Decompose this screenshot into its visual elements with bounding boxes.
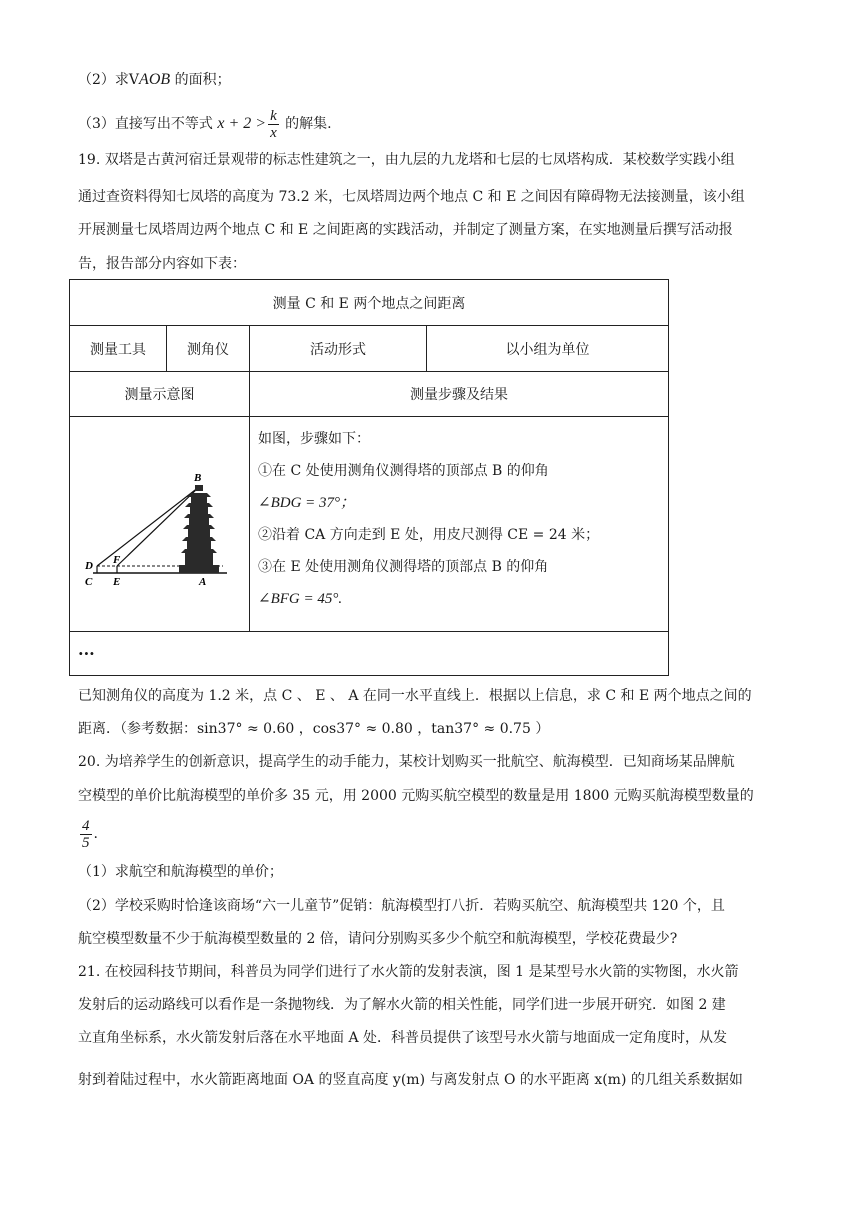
label-e: E (112, 576, 120, 588)
q18-part2-prefix: （2）求 (78, 72, 129, 88)
steps-label: 测量步骤及结果 (250, 372, 669, 417)
q21-line-1: 21. 在校园科技节期间，科普员为同学们进行了水火箭的发射表演，图 1 是某型号水火箭的实物图，水火箭 (78, 964, 739, 980)
diagram-label: 测量示意图 (70, 372, 250, 417)
q19-after-2: 距离．（参考数据：sin37° ≈ 0.60 ，cos37° ≈ 0.80 ，tan37° ≈ 0.75 ） (78, 721, 550, 737)
q20-part2-line-1: （2）学校采购时恰逢该商场“六一儿童节”促销：航海模型打八折．若购买航空、航海模型共 120 个，且 (78, 898, 725, 914)
q18-part3-fraction (268, 108, 279, 141)
q19-line-3: 开展测量七凤塔周边两个地点 C 和 E 之间距离的实践活动，并制定了测量方案，在实地测量后撰写活动报 (78, 222, 733, 238)
q19-line-4: 告，报告部分内容如下表： (78, 256, 246, 272)
tool-label: 测量工具 (70, 326, 167, 372)
label-d: D (84, 560, 93, 572)
measurement-report-table (69, 279, 669, 676)
step-1: ①在 C 处使用测角仪测得塔的顶部点 B 的仰角 (258, 463, 549, 479)
tool-value: 测角仪 (167, 326, 250, 372)
table-title: 测量 C 和 E 两个地点之间距离 (70, 280, 669, 326)
step-2: ②沿着 CA 方向走到 E 处，用皮尺测得 CE = 24 米； (258, 527, 600, 543)
q20-line-2: 空模型的单价比航海模型的单价多 35 元，用 2000 元购买航空模型的数量是用 1800 元购买航海模型数量的 (78, 788, 754, 804)
q18-part3-prefix: （3）直接写出不等式 (78, 116, 218, 132)
q19-after-1: 已知测角仪的高度为 1.2 米，点 C 、 E 、 A 在同一水平直线上．根据以上信息，求 C 和 E 两个地点之间的 (78, 688, 752, 704)
step-1-angle: ∠BDG = 37°； (258, 495, 356, 511)
form-label: 活动形式 (250, 326, 427, 372)
q20-fraction-line (78, 814, 98, 854)
measurement-diagram-cell (70, 417, 250, 632)
q18-part2 (78, 70, 231, 90)
q18-part3-math: x + 2 > (217, 115, 267, 132)
q20-fraction (80, 818, 92, 851)
step-3-angle: ∠BFG = 45°. (258, 591, 343, 607)
triangle-symbol: V (128, 72, 140, 88)
q20-fraction-suffix: . (93, 826, 98, 842)
q20-part1: （1）求航空和航海模型的单价； (78, 864, 283, 880)
form-value: 以小组为单位 (427, 326, 669, 372)
fraction-numerator: 4 (82, 817, 90, 834)
label-c: C (84, 576, 92, 588)
q21-line-3: 立直角坐标系，水火箭发射后落在水平地面 A 处．科普员提供了该型号水火箭与地面成一定角度时，从发 (78, 1030, 728, 1046)
q20-line-1: 20. 为培养学生的创新意识，提高学生的动手能力，某校计划购买一批航空、航海模型．已知商场某品牌航 (78, 754, 735, 770)
steps-cell (250, 417, 669, 632)
q19-line-1: 19. 双塔是古黄河宿迁景观带的标志性建筑之一，由九层的九龙塔和七层的七凤塔构成．某校数学实践小组 (78, 152, 735, 168)
step-intro: 如图，步骤如下： (258, 431, 370, 447)
q18-part2-math: AOB (139, 71, 171, 88)
q18-part3-suffix: 的解集. (280, 116, 332, 132)
label-a: A (198, 576, 206, 588)
fraction-denominator: x (270, 124, 277, 141)
q21-line-4: 射到着陆过程中，水火箭距离地面 OA 的竖直高度 y(m) 与离发射点 O 的水平距离 x(m) 的几组关系数据如 (78, 1072, 743, 1088)
step-3: ③在 E 处使用测角仪测得塔的顶部点 B 的仰角 (258, 559, 549, 575)
fraction-numerator: k (270, 107, 277, 124)
label-f: F (112, 554, 120, 566)
tower-measurement-diagram (75, 447, 245, 597)
q21-line-2: 发射后的运动路线可以看作是一条抛物线．为了解水火箭的相关性能，同学们进一步展开研究．如图 2 建 (78, 997, 726, 1013)
q18-part3 (78, 104, 332, 144)
q20-part2-line-2: 航空模型数量不少于航海模型数量的 2 倍，请问分别购买多少个航空和航海模型，学校花费最少? (78, 931, 678, 947)
table-ellipsis: ··· (70, 632, 669, 676)
q18-part2-suffix: 的面积； (170, 72, 231, 88)
label-b: B (193, 472, 201, 484)
fraction-denominator: 5 (82, 834, 90, 851)
q19-line-2: 通过查资料得知七凤塔的高度为 73.2 米，七凤塔周边两个地点 C 和 E 之间因有障碍物无法接测量，该小组 (78, 189, 745, 205)
